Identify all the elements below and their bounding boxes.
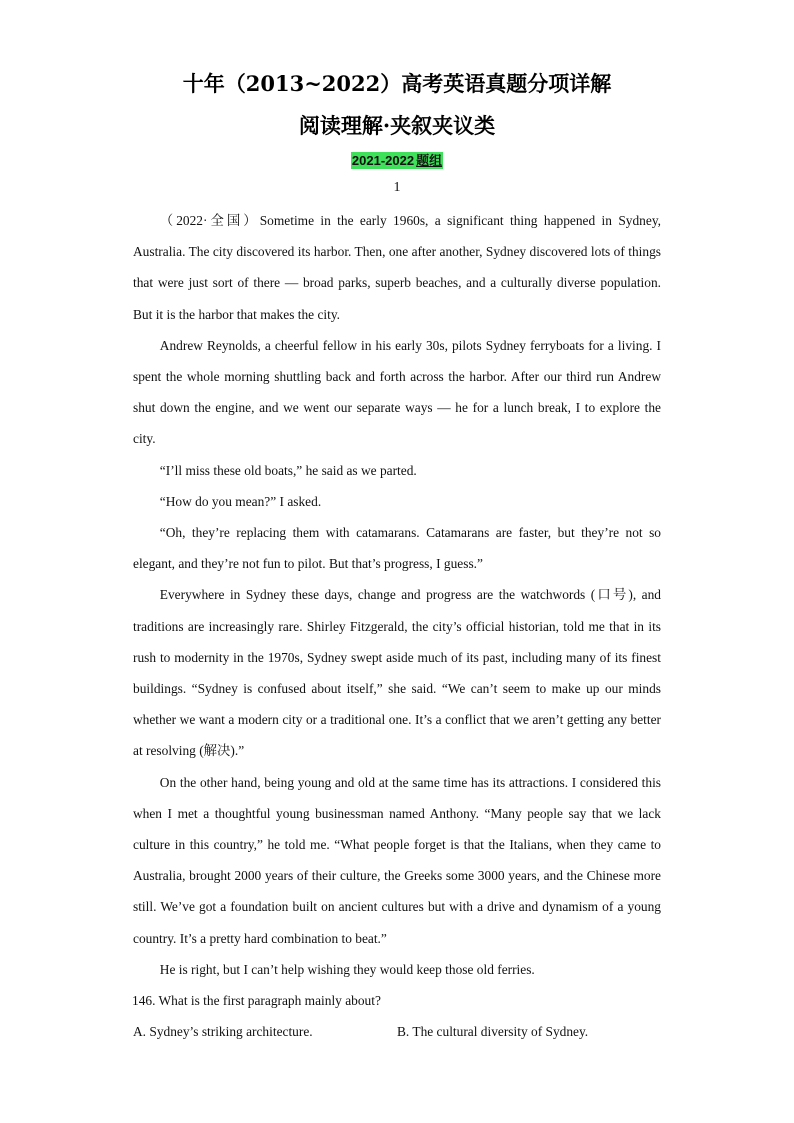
paragraph: （2022·全国）Sometime in the early 1960s, a significant thing happened in Sydney, Australia. The city discovered its harbor. Then, one after another, Sydney discovered lots of things that were just sort of there — broad parks, superb beaches, and a culturally diverse population. But it is the harbor that makes the city. — [133, 213, 661, 322]
paragraph: Everywhere in Sydney these days, change and progress are the watchwords (口号), and traditions are increasingly rare. Shirley Fitzgerald, the city’s official historian, told me that in its rush to modernity in the 1970s, Sydney swept aside much of its past, including many of its finest buildings. “Sydney is confused about itself,” she said. “We can’t seem to make up our minds whether we want a modern city or a traditional one. It’s a conflict that we aren’t getting any better at resolving (解决).” — [133, 587, 661, 759]
paragraph: Andrew Reynolds, a cheerful fellow in his early 30s, pilots Sydney ferryboats for a living. I spent the whole morning shuttling back and forth across the harbor. After our third run Andrew shut down the engine, and we went our separate ways — he for a lunch break, I to explore the city. — [133, 337, 661, 447]
passage-body — [133, 205, 661, 1047]
document-title: 十年（2013~2022）高考英语真题分项详解 — [182, 71, 612, 96]
passage-number: 1 — [393, 180, 401, 195]
paragraph: He is right, but I can’t help wishing they would keep those old ferries. — [159, 961, 535, 977]
option-a[interactable]: A. Sydney’s striking architecture. — [133, 1024, 313, 1040]
question-group-label — [0, 150, 794, 169]
paragraph: On the other hand, being young and old at the same time has its attractions. I considered this when I met a thoughtful young businessman named Anthony. “Many people say that we lack culture in this country,” he told me. “What people forget is that the Italians, when they came to Australia, brought 2000 years of their culture, the Greeks some 3000 years, and the Chinese more still. We’ve got a foundation built on ancient cultures but with a drive and dynamism of a young country. It’s a pretty hard combination to beat.” — [133, 774, 661, 946]
question-stem: 146. What is the first paragraph mainly about? — [132, 993, 381, 1009]
group-year: 2021-2022 — [351, 153, 415, 168]
paragraph: “I’ll miss these old boats,” he said as we parted. — [159, 462, 417, 478]
paragraph: “Oh, they’re replacing them with catamarans. Catamarans are faster, but they’re not so elegant, and they’re not fun to pilot. But that’s progress, I guess.” — [133, 525, 661, 572]
option-b[interactable]: B. The cultural diversity of Sydney. — [397, 1024, 589, 1040]
question-options — [133, 1016, 661, 1047]
document-subtitle: 阅读理解·夹叙夹议类 — [298, 113, 496, 138]
group-label: 题组 — [416, 153, 443, 168]
paragraph: “How do you mean?” I asked. — [159, 493, 322, 509]
